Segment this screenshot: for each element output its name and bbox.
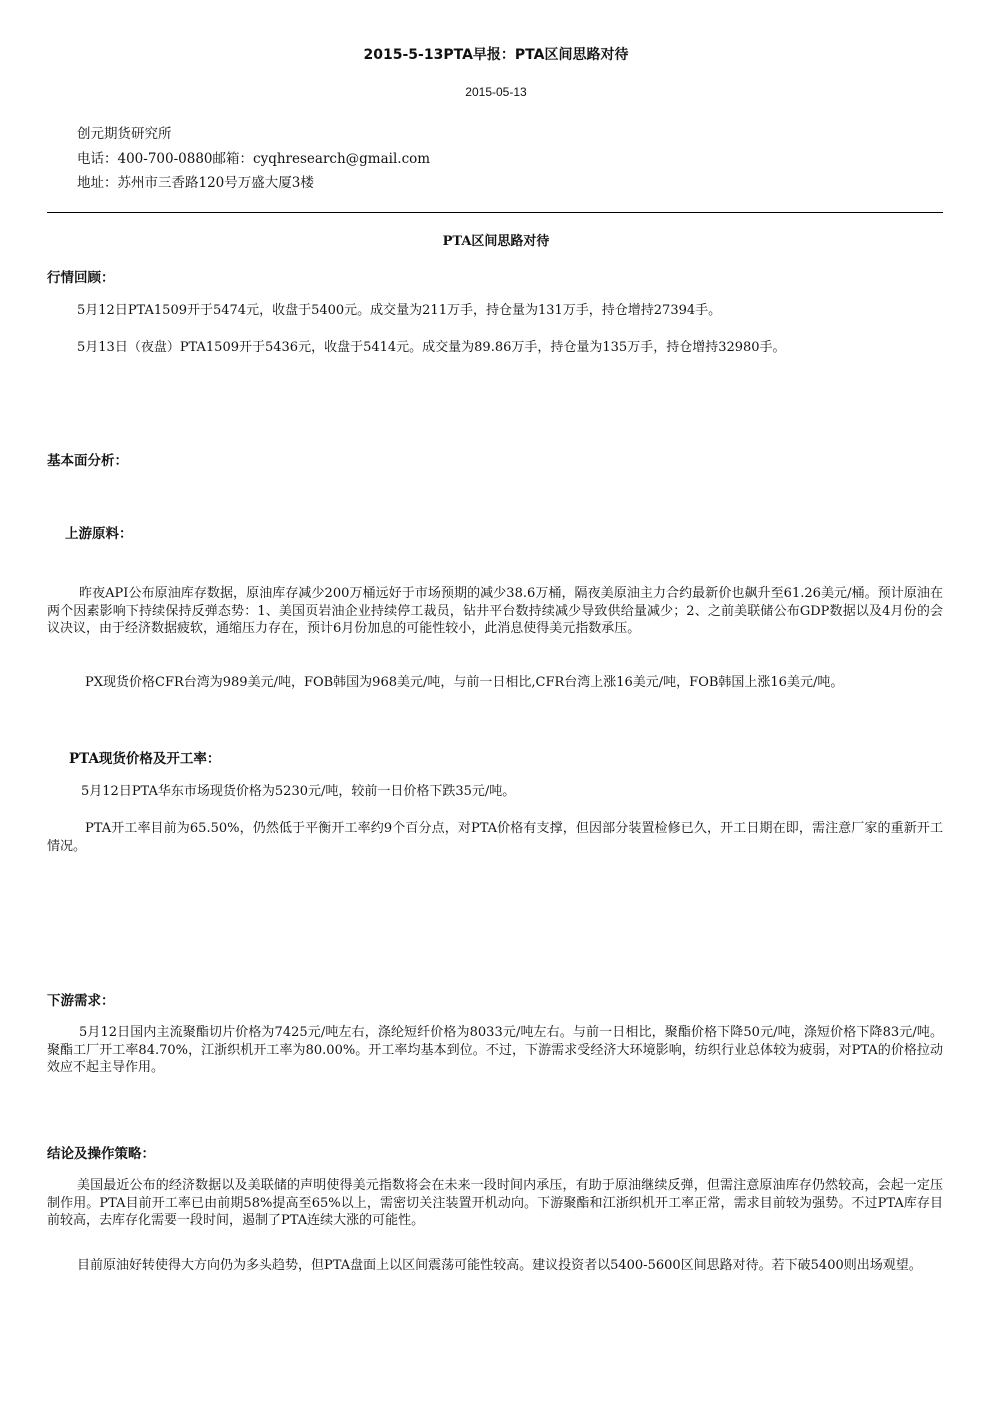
org-name: 创元期货研究所 bbox=[77, 126, 172, 142]
section-heading-review: 行情回顾： bbox=[47, 270, 115, 286]
section-heading-downstream: 下游需求： bbox=[47, 993, 115, 1009]
spot-paragraph-2: PTA开工率目前为65.50%，仍然低于平衡开工率约9个百分点，对PTA价格有支撑，但因部分装置检修已久，开工日期在即，需注意厂家的重新开工情况。 bbox=[47, 821, 943, 854]
org-address: 地址：苏州市三香路120号万盛大厦3楼 bbox=[77, 175, 314, 191]
section-heading-conclusion: 结论及操作策略： bbox=[47, 1146, 155, 1162]
review-paragraph-1: 5月12日PTA1509开于5474元，收盘于5400元。成交量为211万手，持仓量为131万手，持仓增持27394手。 bbox=[77, 303, 722, 318]
section-heading-upstream: 上游原料： bbox=[65, 526, 133, 542]
header-divider bbox=[47, 212, 943, 213]
section-heading-spot: PTA现货价格及开工率： bbox=[69, 751, 221, 767]
report-date: 2015-05-13 bbox=[465, 85, 527, 99]
report-title: 2015-5-13PTA早报：PTA区间思路对待 bbox=[363, 47, 629, 63]
conclusion-paragraph-2: 目前原油好转使得大方向仍为多头趋势，但PTA盘面上以区间震荡可能性较高。建议投资者以5400-5600区间思路对待。若下破5400则出场观望。 bbox=[77, 1258, 922, 1273]
upstream-paragraph-1: 昨夜API公布原油库存数据，原油库存减少200万桶远好于市场预期的减少38.6万桶，隔夜美原油主力合约最新价也飙升至61.26美元/桶。预计原油在两个因素影响下持续保持反弹态势：1、美国页岩油企业持续停工裁员，钻井平台数持续减少导致供给量减少；2、之前美联储公布GDP数据以及4月份的会议决议，由于经济数据疲软，通缩压力存在，预计6月份加息的可能性较小，此消息使得美元指数承压。 bbox=[47, 586, 943, 636]
downstream-paragraph-1: 5月12日国内主流聚酯切片价格为7425元/吨左右，涤纶短纤价格为8033元/吨左右。与前一日相比，聚酯价格下降50元/吨，涤短价格下降83元/吨。聚酯工厂开工率84.70%，江浙织机开工率为80.00%。开工率均基本到位。不过，下游需求受经济大环境影响，纺织行业总体较为疲弱，对PTA的价格拉动效应不起主导作用。 bbox=[47, 1025, 943, 1075]
spot-paragraph-1: 5月12日PTA华东市场现货价格为5230元/吨，较前一日价格下跌35元/吨。 bbox=[81, 784, 516, 799]
org-contact: 电话：400-700-0880邮箱：cyqhresearch@gmail.com bbox=[77, 151, 431, 167]
conclusion-paragraph-1: 美国最近公布的经济数据以及美联储的声明使得美元指数将会在未来一段时间内承压，有助于原油继续反弹，但需注意原油库存仍然较高，会起一定压制作用。PTA目前开工率已由前期58%提高至65%以上，需密切关注装置开机动向。下游聚酯和江浙织机开工率正常，需求目前较为强势。不过PTA库存目前较高，去库存化需要一段时间，遏制了PTA连续大涨的可能性。 bbox=[47, 1178, 943, 1228]
report-subtitle: PTA区间思路对待 bbox=[442, 234, 550, 249]
review-paragraph-2: 5月13日（夜盘）PTA1509开于5436元，收盘于5414元。成交量为89.86万手，持仓量为135万手，持仓增持32980手。 bbox=[77, 340, 786, 355]
section-heading-fundamental: 基本面分析： bbox=[47, 453, 128, 469]
upstream-paragraph-2: PX现货价格CFR台湾为989美元/吨，FOB韩国为968美元/吨，与前一日相比,CFR台湾上涨16美元/吨，FOB韩国上涨16美元/吨。 bbox=[85, 675, 844, 690]
